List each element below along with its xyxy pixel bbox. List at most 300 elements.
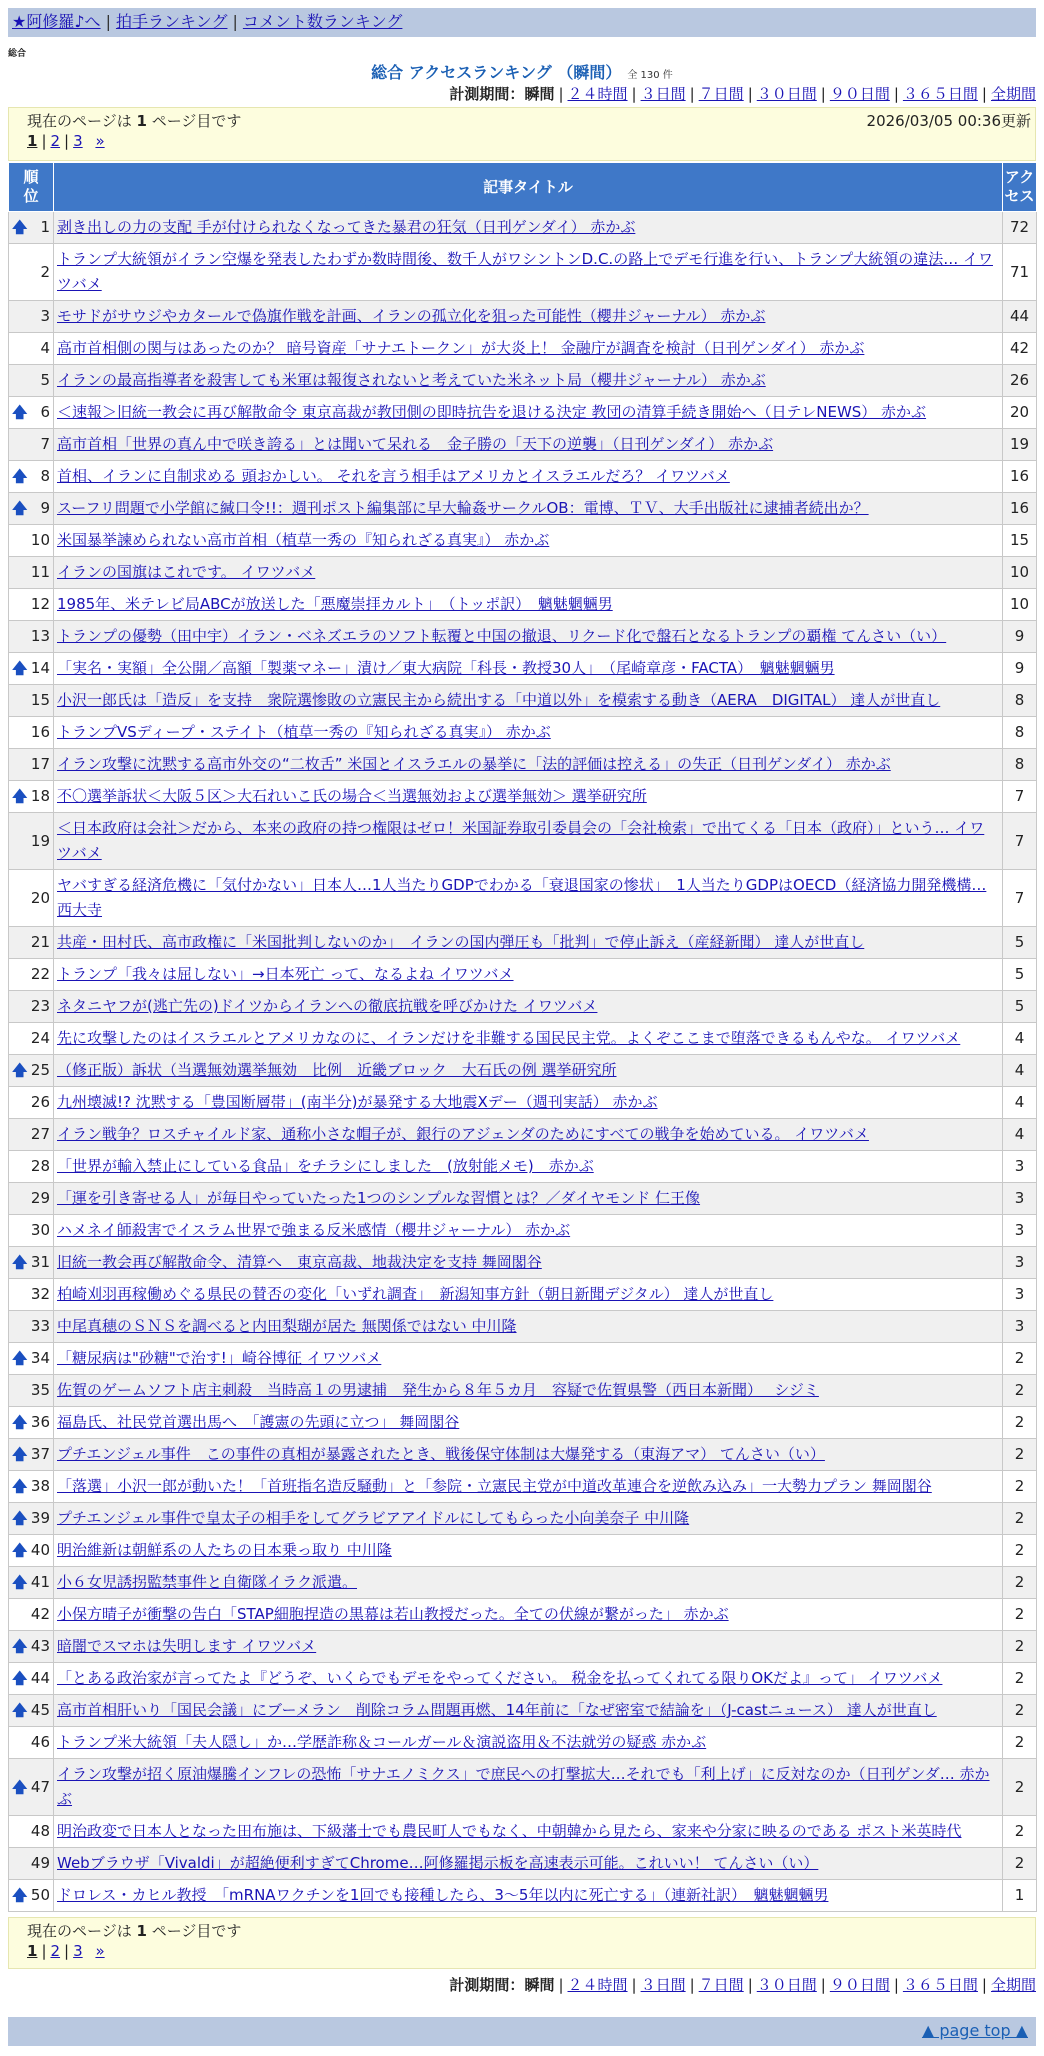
- access-count: 2: [1003, 1343, 1037, 1375]
- article-link[interactable]: トランプ大統領がイラン空爆を発表したわずか数時間後、数千人がワシントンD.C.の路上でデモ行進を行い、トランプ大統領の違法… イワツバメ: [57, 250, 993, 293]
- article-link[interactable]: 「とある政治家が言ってたよ『どうぞ、いくらでもデモをやってください。 税金を払ってくれてる限りOKだよ』って」 イワツバメ: [57, 1669, 943, 1687]
- table-row: [9, 493, 1037, 525]
- table-row: [9, 1471, 1037, 1503]
- rank-number: 9: [40, 499, 50, 517]
- article-link[interactable]: ハメネイ師殺害でイスラム世界で強まる反米感情（櫻井ジャーナル） 赤かぶ: [57, 1221, 571, 1239]
- title-cell: [54, 927, 1003, 959]
- rank-number: 21: [30, 933, 50, 951]
- title-cell: [54, 1023, 1003, 1055]
- rank-cell: [9, 1663, 54, 1695]
- access-count: 2: [1003, 1727, 1037, 1759]
- access-count: 71: [1003, 244, 1037, 301]
- rank-cell: [9, 1759, 54, 1816]
- pager-page-2[interactable]: 2: [50, 132, 61, 150]
- rank-cell: [9, 1567, 54, 1599]
- table-row: [9, 461, 1037, 493]
- title-cell: [54, 749, 1003, 781]
- page-status-suffix: ページ目です: [146, 1922, 242, 1940]
- rank-cell: [9, 1247, 54, 1279]
- period-label: 計測期間：: [449, 1976, 525, 1994]
- pager-next[interactable]: »: [95, 132, 105, 150]
- article-link[interactable]: 「実名・実額」全公開／高額「製薬マネー」漬け／東大病院「科長・教授30人」 （尾崎章彦・FACTA） 魑魅魍魎男: [57, 659, 835, 677]
- access-count: 5: [1003, 927, 1037, 959]
- table-row: [9, 1375, 1037, 1407]
- article-link[interactable]: 共産・田村氏、高市政権に「米国批判しないのか」 イランの国内弾圧も「批判」で停止訴え（産経新聞） 達人が世直し: [57, 933, 865, 951]
- table-row: [9, 1055, 1037, 1087]
- access-count: 2: [1003, 1375, 1037, 1407]
- page-title: 総合 アクセスランキング （瞬間）: [371, 63, 622, 82]
- title-cell: [54, 1535, 1003, 1567]
- period-option-3[interactable]: ７日間: [698, 85, 744, 103]
- article-link[interactable]: ヤバすぎる経済危機に「気付かない」日本人…1人当たりGDPでわかる「衰退国家の惨状」 1人当たりGDPはOECD（経済協力開発機構… 西大寺: [57, 876, 987, 919]
- rank-cell: [9, 1599, 54, 1631]
- table-row: [9, 1663, 1037, 1695]
- table-row: [9, 1631, 1037, 1663]
- article-link[interactable]: ＜速報＞旧統一教会に再び解散命令 東京高裁が教団側の即時抗告を退ける決定 教団の清算手続き開始へ（日テレNEWS） 赤かぶ: [57, 403, 927, 421]
- period-option-3[interactable]: ７日間: [698, 1976, 744, 1994]
- period-option-1[interactable]: ２４時間: [567, 1976, 628, 1994]
- rank-number: 16: [30, 723, 50, 741]
- separator: |: [747, 1976, 753, 1994]
- article-link[interactable]: 小６女児誘拐監禁事件と自衛隊イラク派遣。: [57, 1573, 358, 1591]
- table-row: [9, 1759, 1037, 1816]
- rank-cell: [9, 959, 54, 991]
- article-link[interactable]: イラン攻撃が招く原油爆騰インフレの恐怖「サナエノミクス」で庶民への打撃拡大…それでも「利上げ」に反対なのか（日刊ゲンダ… 赤かぶ: [57, 1765, 990, 1808]
- title-cell: [54, 1119, 1003, 1151]
- arrow-up-icon: 🡅: [12, 1445, 28, 1463]
- article-link[interactable]: 不〇選挙訴状＜大阪５区＞大石れいこ氏の場合＜当選無効および選挙無効＞ 選挙研究所: [57, 787, 647, 805]
- page-status-suffix: ページ目です: [146, 112, 242, 130]
- table-row: [9, 1247, 1037, 1279]
- article-link[interactable]: プチエンジェル事件で皇太子の相手をしてグラビアアイドルにしてもらった小向美奈子 中川隆: [57, 1509, 690, 1527]
- page-top-link[interactable]: ▲ page top ▲: [921, 2021, 1028, 2040]
- rank-number: 42: [30, 1605, 50, 1623]
- title-cell: [54, 1279, 1003, 1311]
- rank-cell: [9, 1279, 54, 1311]
- pager-current: 1: [27, 1942, 38, 1960]
- title-cell: [54, 1848, 1003, 1880]
- title-cell: [54, 244, 1003, 301]
- rank-number: 20: [30, 888, 50, 907]
- table-row: [9, 1503, 1037, 1535]
- article-link[interactable]: 福島氏、社民党首選出馬へ 「護憲の先頭に立つ」 舞岡閣谷: [57, 1413, 460, 1431]
- rank-cell: [9, 333, 54, 365]
- current-page-number: 1: [136, 1922, 147, 1940]
- access-count: 5: [1003, 959, 1037, 991]
- article-link[interactable]: トランプVSディープ・ステイト（植草一秀の『知られざる真実』） 赤かぶ: [57, 723, 551, 741]
- table-row: [9, 1023, 1037, 1055]
- table-row: [9, 813, 1037, 870]
- rank-cell: [9, 244, 54, 301]
- rank-cell: [9, 813, 54, 870]
- rank-number: 6: [40, 403, 50, 421]
- access-count: 2: [1003, 1407, 1037, 1439]
- article-link[interactable]: 旧統一教会再び解散命令、清算へ 東京高裁、地裁決定を支持 舞岡閣谷: [57, 1253, 542, 1271]
- table-row: [9, 1816, 1037, 1848]
- rank-number: 26: [30, 1093, 50, 1111]
- rank-number: 28: [30, 1157, 50, 1175]
- pager-page-3[interactable]: 3: [73, 132, 83, 150]
- article-link[interactable]: （修正版）訴状（当選無効選挙無効 比例 近畿ブロック 大石氏の例 選挙研究所: [57, 1061, 617, 1079]
- access-count: 7: [1003, 781, 1037, 813]
- rank-number: 2: [40, 262, 50, 281]
- rank-cell: [9, 212, 54, 244]
- header-title: 記事タイトル: [54, 163, 1003, 212]
- period-option-6[interactable]: ３６５日間: [902, 1976, 978, 1994]
- ranking-table: [8, 162, 1037, 1912]
- article-link[interactable]: イラン攻撃に沈黙する高市外交の“二枚舌” 米国とイスラエルの暴挙に「法的評価は控える」の失正（日刊ゲンダイ） 赤かぶ: [57, 755, 891, 773]
- separator: |: [820, 1976, 826, 1994]
- article-link[interactable]: 中尾真穂のＳＮＳを調べると内田梨瑚が居た 無関係ではない 中川隆: [57, 1317, 517, 1335]
- arrow-up-icon: 🡅: [12, 1541, 28, 1559]
- period-option-4[interactable]: ３０日間: [756, 85, 817, 103]
- article-link[interactable]: Webブラウザ「Vivaldi」が超絶便利すぎてChrome…阿修羅掲示板を高速表示可能。これいい！ てんさい（い）: [57, 1854, 819, 1872]
- rank-number: 31: [30, 1253, 50, 1271]
- rank-cell: [9, 461, 54, 493]
- rank-number: 39: [30, 1509, 50, 1527]
- table-row: [9, 1215, 1037, 1247]
- period-selector-bottom: [8, 1975, 1036, 1995]
- access-count: 3: [1003, 1279, 1037, 1311]
- footer-bar: [8, 2017, 1036, 2046]
- rank-number: 27: [30, 1125, 50, 1143]
- title-cell: [54, 685, 1003, 717]
- table-row: [9, 1343, 1037, 1375]
- period-selector: [8, 84, 1036, 104]
- period-option-7[interactable]: 全期間: [990, 85, 1036, 103]
- access-count: 9: [1003, 653, 1037, 685]
- pager-page-3[interactable]: 3: [73, 1942, 83, 1960]
- clap-ranking-link[interactable]: 拍手ランキング: [115, 12, 228, 31]
- article-link[interactable]: ネタニヤフが(逃亡先の)ドイツからイランへの徹底抗戦を呼びかけた イワツバメ: [57, 997, 598, 1015]
- access-count: 16: [1003, 461, 1037, 493]
- article-link[interactable]: 佐賀のゲームソフト店主刺殺 当時高１の男逮捕 発生から８年５カ月 容疑で佐賀県警（西日本新聞） シジミ: [57, 1381, 819, 1399]
- article-link[interactable]: 暗闇でスマホは失明します イワツバメ: [57, 1637, 317, 1655]
- article-link[interactable]: 「糖尿病は"砂糖"で治す!」崎谷博征 イワツバメ: [57, 1349, 382, 1367]
- access-count: 2: [1003, 1695, 1037, 1727]
- rank-number: 43: [30, 1637, 50, 1655]
- rank-number: 4: [40, 339, 50, 357]
- table-row: [9, 927, 1037, 959]
- article-link[interactable]: 明治維新は朝鮮系の人たちの日本乗っ取り 中川隆: [57, 1541, 392, 1559]
- table-row: [9, 1311, 1037, 1343]
- separator: |: [981, 1976, 987, 1994]
- access-count: 7: [1003, 813, 1037, 870]
- article-link[interactable]: イランの最高指導者を殺害しても米軍は報復されないと考えていた米ネット局（櫻井ジャーナル） 赤かぶ: [57, 371, 766, 389]
- access-count: 2: [1003, 1567, 1037, 1599]
- table-row: [9, 781, 1037, 813]
- table-row: [9, 244, 1037, 301]
- access-count: 2: [1003, 1663, 1037, 1695]
- page-status-prefix: 現在のページは: [27, 1922, 137, 1940]
- period-current: 瞬間: [524, 85, 555, 103]
- title-cell: [54, 589, 1003, 621]
- access-count: 9: [1003, 621, 1037, 653]
- rank-number: 29: [30, 1189, 50, 1207]
- rank-number: 10: [30, 531, 50, 549]
- article-link[interactable]: スーフリ問題で小学館に緘口令!!：週刊ポスト編集部に早大輪姦サークルOB：電博、ＴＶ、大手出版社に逮捕者続出か？: [57, 499, 869, 517]
- table-row: [9, 525, 1037, 557]
- title-cell: [54, 653, 1003, 685]
- rank-cell: [9, 1631, 54, 1663]
- rank-cell: [9, 1375, 54, 1407]
- pager-current: 1: [27, 132, 38, 150]
- title-cell: [54, 397, 1003, 429]
- article-link[interactable]: 柏崎刈羽再稼働めぐる県民の賛否の変化「いずれ調査」 新潟知事方針（朝日新聞デジタル） 達人が世直し: [57, 1285, 774, 1303]
- title-cell: [54, 870, 1003, 927]
- article-link[interactable]: 「運を引き寄せる人」が毎日やっていたった1つのシンプルな習慣とは？／ダイヤモンド 仁王像: [57, 1189, 701, 1207]
- article-link[interactable]: 1985年、米テレビ局ABCが放送した「悪魔崇拝カルト」 （トッポ訳） 魑魅魍魎男: [57, 595, 613, 613]
- rank-cell: [9, 1023, 54, 1055]
- rank-number: 41: [30, 1573, 50, 1591]
- arrow-up-icon: 🡅: [12, 467, 28, 485]
- table-row: [9, 653, 1037, 685]
- title-cell: [54, 1631, 1003, 1663]
- pager-next[interactable]: »: [95, 1942, 105, 1960]
- rank-cell: [9, 1471, 54, 1503]
- access-count: 8: [1003, 749, 1037, 781]
- rank-number: 14: [30, 659, 50, 677]
- article-link[interactable]: 小保方晴子が衝撃の告白「STAP細胞捏造の黒幕は若山教授だった。全ての伏線が繋がった」 赤かぶ: [57, 1605, 729, 1623]
- title-cell: [54, 1663, 1003, 1695]
- arrow-up-icon: 🡅: [12, 1477, 28, 1495]
- access-count: 7: [1003, 870, 1037, 927]
- rank-cell: [9, 1151, 54, 1183]
- article-link[interactable]: ＜日本政府は会社＞だから、本来の政府の持つ権限はゼロ！米国証券取引委員会の「会社検索」で出てくる「日本（政府）」という… イワツバメ: [57, 819, 985, 862]
- period-option-2[interactable]: ３日間: [640, 85, 686, 103]
- arrow-up-icon: 🡅: [12, 787, 28, 805]
- table-row: [9, 1848, 1037, 1880]
- access-count: 1: [1003, 1880, 1037, 1912]
- rank-cell: [9, 717, 54, 749]
- access-count: 26: [1003, 365, 1037, 397]
- arrow-up-icon: 🡅: [12, 1777, 28, 1796]
- rank-cell: [9, 1407, 54, 1439]
- article-link[interactable]: トランプ「我々は屈しない」→日本死亡 って、なるよね イワツバメ: [57, 965, 514, 983]
- rank-cell: [9, 1816, 54, 1848]
- rank-cell: [9, 1055, 54, 1087]
- rank-number: 48: [30, 1822, 50, 1840]
- article-link[interactable]: 明治政変で日本人となった田布施は、下級藩士でも農民町人でもなく、中朝韓から見たら、家来や分家に映るのである ポスト米英時代: [57, 1822, 962, 1840]
- rank-number: 5: [40, 371, 50, 389]
- title-cell: [54, 525, 1003, 557]
- header-access: アク セス: [1003, 163, 1037, 212]
- period-option-7[interactable]: 全期間: [990, 1976, 1036, 1994]
- article-link[interactable]: 米国暴挙諫められない高市首相（植草一秀の『知られざる真実』） 赤かぶ: [57, 531, 550, 549]
- article-link[interactable]: トランプの優勢（田中宇）イラン・ベネズエラのソフト転覆と中国の撤退、リクード化で盤石となるトランプの覇権 てんさい（い）: [57, 627, 947, 645]
- table-row: [9, 1087, 1037, 1119]
- arrow-up-icon: 🡅: [12, 659, 28, 677]
- title-cell: [54, 1215, 1003, 1247]
- access-count: 3: [1003, 1311, 1037, 1343]
- rank-number: 44: [30, 1669, 50, 1687]
- rank-number: 15: [30, 691, 50, 709]
- article-link[interactable]: 高市首相肝いり「国民会議」にブーメラン 削除コラム問題再燃、14年前に「なぜ密室で結論を」（J-castニュース） 達人が世直し: [57, 1701, 937, 1719]
- table-row: [9, 959, 1037, 991]
- article-link[interactable]: プチエンジェル事件 この事件の真相が暴露されたとき、戦後保守体制は大爆発する（東海アマ） てんさい（い）: [57, 1445, 825, 1463]
- rank-cell: [9, 621, 54, 653]
- rank-cell: [9, 749, 54, 781]
- access-count: 72: [1003, 212, 1037, 244]
- title-cell: [54, 959, 1003, 991]
- home-link[interactable]: ★阿修羅♪へ: [12, 12, 101, 31]
- table-row: [9, 557, 1037, 589]
- rank-cell: [9, 557, 54, 589]
- title-cell: [54, 1055, 1003, 1087]
- separator: |: [232, 12, 238, 31]
- top-nav-bar: [8, 8, 1036, 37]
- table-row: [9, 1599, 1037, 1631]
- period-option-4[interactable]: ３０日間: [756, 1976, 817, 1994]
- arrow-up-icon: 🡅: [12, 1669, 28, 1687]
- rank-number: 37: [30, 1445, 50, 1463]
- separator: |: [689, 85, 695, 103]
- title-cell: [54, 301, 1003, 333]
- table-row: [9, 429, 1037, 461]
- rank-cell: [9, 653, 54, 685]
- spacer: [87, 132, 92, 150]
- table-row: [9, 1119, 1037, 1151]
- access-count: 2: [1003, 1439, 1037, 1471]
- article-link[interactable]: 「世界が輸入禁止にしている食品」をチラシにしました (放射能メモ) 赤かぶ: [57, 1157, 594, 1175]
- article-link[interactable]: 小沢一郎氏は「造反」を支持 衆院選惨敗の立憲民主から続出する「中道以外」を模索する動き（AERA DIGITAL） 達人が世直し: [57, 691, 941, 709]
- period-option-5[interactable]: ９０日間: [829, 85, 890, 103]
- page-status: [27, 1920, 1017, 1941]
- article-link[interactable]: 高市首相「世界の真ん中で咲き誇る」とは聞いて呆れる 金子勝の「天下の逆襲」（日刊ゲンダイ） 赤かぶ: [57, 435, 774, 453]
- rank-number: 3: [40, 307, 50, 325]
- arrow-up-icon: 🡅: [12, 1509, 28, 1527]
- arrow-up-icon: 🡅: [12, 1061, 28, 1079]
- separator: |: [820, 85, 826, 103]
- rank-number: 24: [30, 1029, 50, 1047]
- rank-cell: [9, 589, 54, 621]
- rank-cell: [9, 870, 54, 927]
- title-cell: [54, 1247, 1003, 1279]
- period-option-5[interactable]: ９０日間: [829, 1976, 890, 1994]
- table-row: [9, 991, 1037, 1023]
- rank-number: 46: [30, 1733, 50, 1751]
- rank-cell: [9, 493, 54, 525]
- title-cell: [54, 717, 1003, 749]
- rank-number: 40: [30, 1541, 50, 1559]
- rank-cell: [9, 1215, 54, 1247]
- title-cell: [54, 1087, 1003, 1119]
- rank-number: 34: [30, 1349, 50, 1367]
- page-info-bottom: [8, 1917, 1036, 1969]
- access-count: 4: [1003, 1119, 1037, 1151]
- separator: |: [893, 85, 899, 103]
- separator: |: [64, 1942, 70, 1960]
- title-cell: [54, 1727, 1003, 1759]
- period-option-2[interactable]: ３日間: [640, 1976, 686, 1994]
- rank-cell: [9, 1343, 54, 1375]
- table-row: [9, 1183, 1037, 1215]
- access-count: 4: [1003, 1023, 1037, 1055]
- separator: |: [41, 132, 47, 150]
- article-link[interactable]: イランの国旗はこれです。 イワツバメ: [57, 563, 316, 581]
- rank-number: 32: [30, 1285, 50, 1303]
- table-row: [9, 301, 1037, 333]
- title-cell: [54, 1151, 1003, 1183]
- title-cell: [54, 1759, 1003, 1816]
- pager-page-2[interactable]: 2: [50, 1942, 61, 1960]
- table-row: [9, 870, 1037, 927]
- access-count: 19: [1003, 429, 1037, 461]
- title-cell: [54, 1816, 1003, 1848]
- rank-number: 30: [30, 1221, 50, 1239]
- period-option-1[interactable]: ２４時間: [567, 85, 628, 103]
- access-count: 2: [1003, 1599, 1037, 1631]
- rank-number: 35: [30, 1381, 50, 1399]
- title-cell: [54, 1880, 1003, 1912]
- article-link[interactable]: トランプ米大統領「夫人隠し」か…学歴詐称＆コールガール＆演説盗用＆不法就労の疑惑 赤かぶ: [57, 1733, 707, 1751]
- rank-cell: [9, 1311, 54, 1343]
- rank-cell: [9, 1087, 54, 1119]
- table-row: [9, 589, 1037, 621]
- period-current: 瞬間: [524, 1976, 555, 1994]
- comment-ranking-link[interactable]: コメント数ランキング: [242, 12, 403, 31]
- rank-number: 23: [30, 997, 50, 1015]
- separator: |: [64, 132, 70, 150]
- title-cell: [54, 1311, 1003, 1343]
- article-link[interactable]: 剥き出しの力の支配 手が付けられなくなってきた暴君の狂気（日刊ゲンダイ） 赤かぶ: [57, 218, 636, 236]
- article-link[interactable]: イラン戦争？ロスチャイルド家、通称小さな帽子が、銀行のアジェンダのためにすべての戦争を始めている。 イワツバメ: [57, 1125, 869, 1143]
- rank-cell: [9, 1535, 54, 1567]
- rank-number: 7: [40, 435, 50, 453]
- arrow-up-icon: 🡅: [12, 1349, 28, 1367]
- title-cell: [54, 1695, 1003, 1727]
- rank-number: 19: [30, 831, 50, 850]
- page-title-wrap: [8, 60, 1036, 83]
- access-count: 3: [1003, 1183, 1037, 1215]
- table-row: [9, 1407, 1037, 1439]
- rank-number: 36: [30, 1413, 50, 1431]
- arrow-up-icon: 🡅: [12, 1886, 28, 1904]
- article-link[interactable]: 高市首相側の関与はあったのか？ 暗号資産「サナエトークン」が大炎上！ 金融庁が調査を検討（日刊ゲンダイ） 赤かぶ: [57, 339, 865, 357]
- table-row: [9, 365, 1037, 397]
- rank-cell: [9, 685, 54, 717]
- pager: [27, 1942, 1017, 1960]
- rank-number: 49: [30, 1854, 50, 1872]
- article-link[interactable]: 首相、イランに自制求める 頭おかしい。 それを言う相手はアメリカとイスラエルだろ？ イワツバメ: [57, 467, 730, 485]
- article-link[interactable]: モサドがサウジやカタールで偽旗作戦を計画、イランの孤立化を狙った可能性（櫻井ジャーナル） 赤かぶ: [57, 307, 766, 325]
- rank-number: 38: [30, 1477, 50, 1495]
- article-link[interactable]: 九州壊滅!? 沈黙する「豊国断層帯」(南半分)が暴発する大地震Xデー（週刊実話） 赤かぶ: [57, 1093, 658, 1111]
- article-link[interactable]: 「落選」小沢一郎が動いた！「首班指名造反騒動」と「参院・立憲民主党が中道改革連合を逆飲み込み」一大勢力プラン 舞岡閣谷: [57, 1477, 932, 1495]
- rank-number: 11: [30, 563, 50, 581]
- arrow-up-icon: 🡅: [12, 1637, 28, 1655]
- period-option-6[interactable]: ３６５日間: [902, 85, 978, 103]
- header-rank: 順 位: [9, 163, 54, 212]
- article-link[interactable]: ドロレス・カヒル教授 「mRNAワクチンを1回でも接種したら、3〜5年以内に死亡する」（連新社訳） 魑魅魍魎男: [57, 1886, 829, 1904]
- rank-number: 17: [30, 755, 50, 773]
- separator: |: [981, 85, 987, 103]
- rank-number: 33: [30, 1317, 50, 1335]
- title-cell: [54, 1407, 1003, 1439]
- article-link[interactable]: 先に攻撃したのはイスラエルとアメリカなのに、イランだけを非難する国民民主党。よくぞここまで堕落できるもんやな。 イワツバメ: [57, 1029, 961, 1047]
- title-cell: [54, 1503, 1003, 1535]
- access-count: 8: [1003, 717, 1037, 749]
- rank-cell: [9, 1727, 54, 1759]
- page-status-prefix: 現在のページは: [27, 112, 137, 130]
- separator: |: [558, 1976, 564, 1994]
- title-cell: [54, 212, 1003, 244]
- rank-cell: [9, 301, 54, 333]
- rank-cell: [9, 397, 54, 429]
- total-count: 全 130 件: [627, 70, 673, 81]
- title-cell: [54, 1471, 1003, 1503]
- title-cell: [54, 1343, 1003, 1375]
